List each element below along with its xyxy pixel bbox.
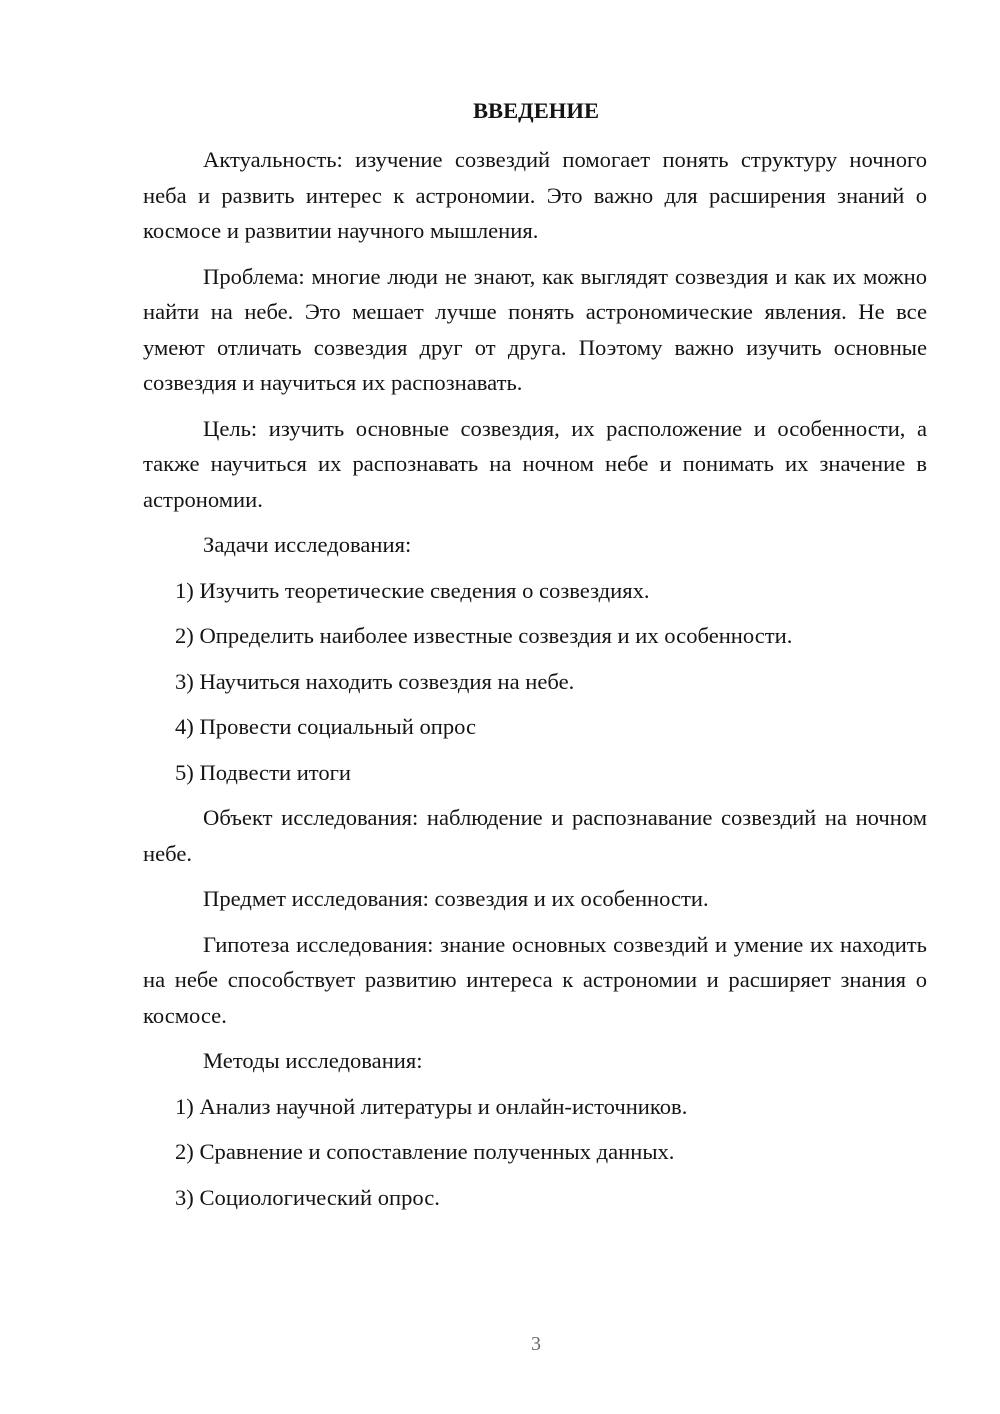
list-item: 4) Провести социальный опрос	[175, 714, 477, 739]
list-item: 3) Научиться находить созвездия на небе.	[175, 668, 575, 694]
list-item: 3) Социологический опрос.	[175, 1184, 440, 1210]
hypothesis-paragraph: Гипотеза исследования: знание основных созвездий и умение их находить на небе способствует развитию интереса к астрономии и расширяет знания о космосе.	[143, 931, 927, 1028]
list-item: 2) Определить наиболее известные созвездия и их особенности.	[175, 623, 793, 648]
object-paragraph: Объект исследования: наблюдение и распознавание созвездий на ночном небе.	[143, 805, 927, 866]
section-heading: ВВЕДЕНИЕ	[472, 98, 600, 123]
relevance-paragraph: Актуальность: изучение созвездий помогает понять структуру ночного неба и развить интерес к астрономии. Это важно для расширения знаний о космосе и развитии научного мышления.	[143, 147, 927, 243]
list-item: 1) Изучить теоретические сведения о созвездиях.	[175, 577, 650, 603]
list-item: 5) Подвести итоги	[175, 759, 352, 785]
list-item: 1) Анализ научной литературы и онлайн-источников.	[175, 1093, 688, 1119]
problem-paragraph: Проблема: многие люди не знают, как выглядят созвездия и как их можно найти на небе. Это мешает лучше понять астрономические явления. Не все умеют отличать созвездия друг от друга. Поэтому важно изучить основные созвездия и научиться их распознавать.	[143, 263, 927, 395]
tasks-label: Задачи исследования:	[203, 532, 412, 557]
goal-paragraph: Цель: изучить основные созвездия, их расположение и особенности, а также научиться их распознавать на ночном небе и понимать их значение в астрономии.	[143, 415, 927, 512]
methods-label: Методы исследования:	[203, 1048, 423, 1073]
page-content	[143, 93, 927, 1225]
page-number: 3	[531, 1333, 541, 1355]
subject-paragraph: Предмет исследования: созвездия и их особенности.	[203, 886, 709, 911]
methods-list	[143, 1089, 927, 1216]
tasks-list	[143, 573, 927, 791]
list-item: 2) Сравнение и сопоставление полученных данных.	[175, 1139, 675, 1164]
